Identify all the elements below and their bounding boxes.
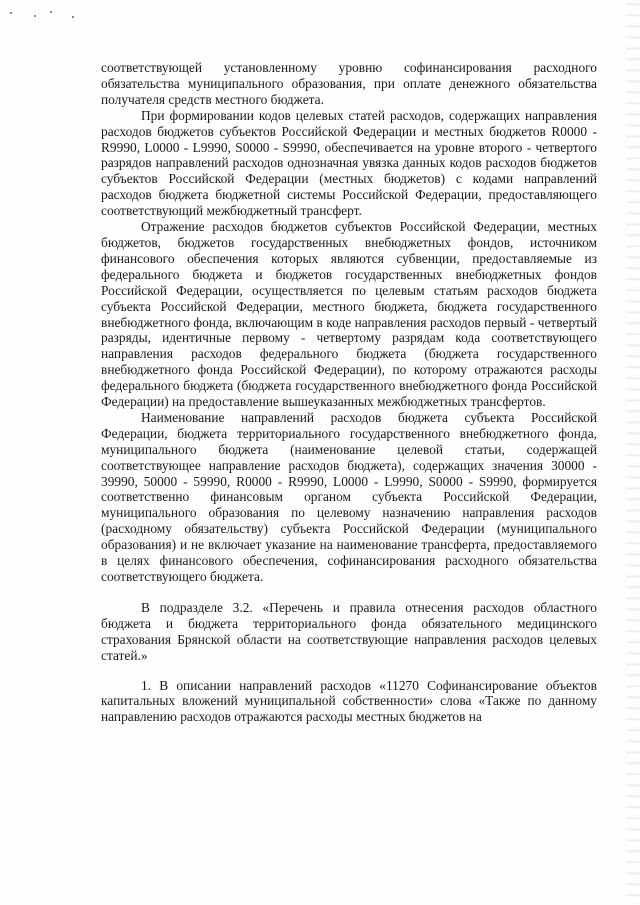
scan-edge-artifact [626, 0, 640, 905]
paragraph-item-1: 1. В описании направлений расходов «11270 Софинансирование объектов капитальных вложений муниципальной собственности» слова «Также по данному направлению расходов отражаются расходы местных бюджетов на [101, 677, 597, 725]
paragraph-naming: Наименование направлений расходов бюджета субъекта Российской Федерации, бюджета территориального государственного внебюджетного фонда, муниципального бюджета (наименование целевой статьи, содержащей соответствующее направление расходов бюджета), содержащих значения 30000 - 39990, 50000 - 59990, R0000 - R9990, L0000 - L9990, S0000 - S9990, формируется соответственно финансовым органом субъекта Российской Федерации, муниципального образования по целевому назначению направления расходов (расходному обязательству) субъекта Российской Федерации (муниципального образования) и не включает указание на наименование трансферта, предоставляемого в целях финансового обеспечения, софинансирования расходного обязательства соответствующего бюджета. [101, 409, 597, 584]
paragraph-target-codes: При формировании кодов целевых статей расходов, содержащих направления расходов бюджетов субъектов Российской Федерации и местных бюджетов R0000 - R9990, L0000 - L9990, S0000 - S9990, обеспечивается на уровне второго - четвертого разрядов направлений расходов однозначная увязка данных кодов расходов бюджетов субъектов Российской Федерации (местных бюджетов) с кодами направлений расходов бюджета бюджетной системы Российской Федерации, предоставляющего соответствующий межбюджетный трансферт. [101, 107, 597, 219]
paragraph-continuation: соответствующей установленному уровню софинансирования расходного обязательства муниципального образования, при оплате денежного обязательства получателя средств местного бюджета. [101, 60, 597, 107]
paragraph-subventions: Отражение расходов бюджетов субъектов Российской Федерации, местных бюджетов, бюджетов государственных внебюджетных фондов, источником финансового обеспечения которых являются субвенции, предоставляемые из федерального бюджета и бюджетов государственных внебюджетных фондов Российской Федерации, осуществляется по целевым статьям расходов бюджета субъекта Российской Федерации, местного бюджета, бюджета государственного внебюджетного фонда, включающим в коде направления расходов первый - четвертый разряды, идентичные первому - четвертому разрядам кода соответствующего направления расходов федерального бюджета (бюджета государственного внебюджетного фонда Российской Федерации), по которому отражаются расходы федерального бюджета (бюджета государственного внебюджетного фонда Российской Федерации) на предоставление вышеуказанных межбюджетных трансфертов. [101, 219, 597, 410]
document-body [101, 60, 597, 725]
paragraph-subsection-3-2: В подразделе 3.2. «Перечень и правила отнесения расходов областного бюджета и бюджета территориального фонда обязательного медицинского страхования Брянской области на соответствующие направления расходов целевых статей.» [101, 599, 597, 663]
scan-artifact-marks [6, 8, 76, 22]
